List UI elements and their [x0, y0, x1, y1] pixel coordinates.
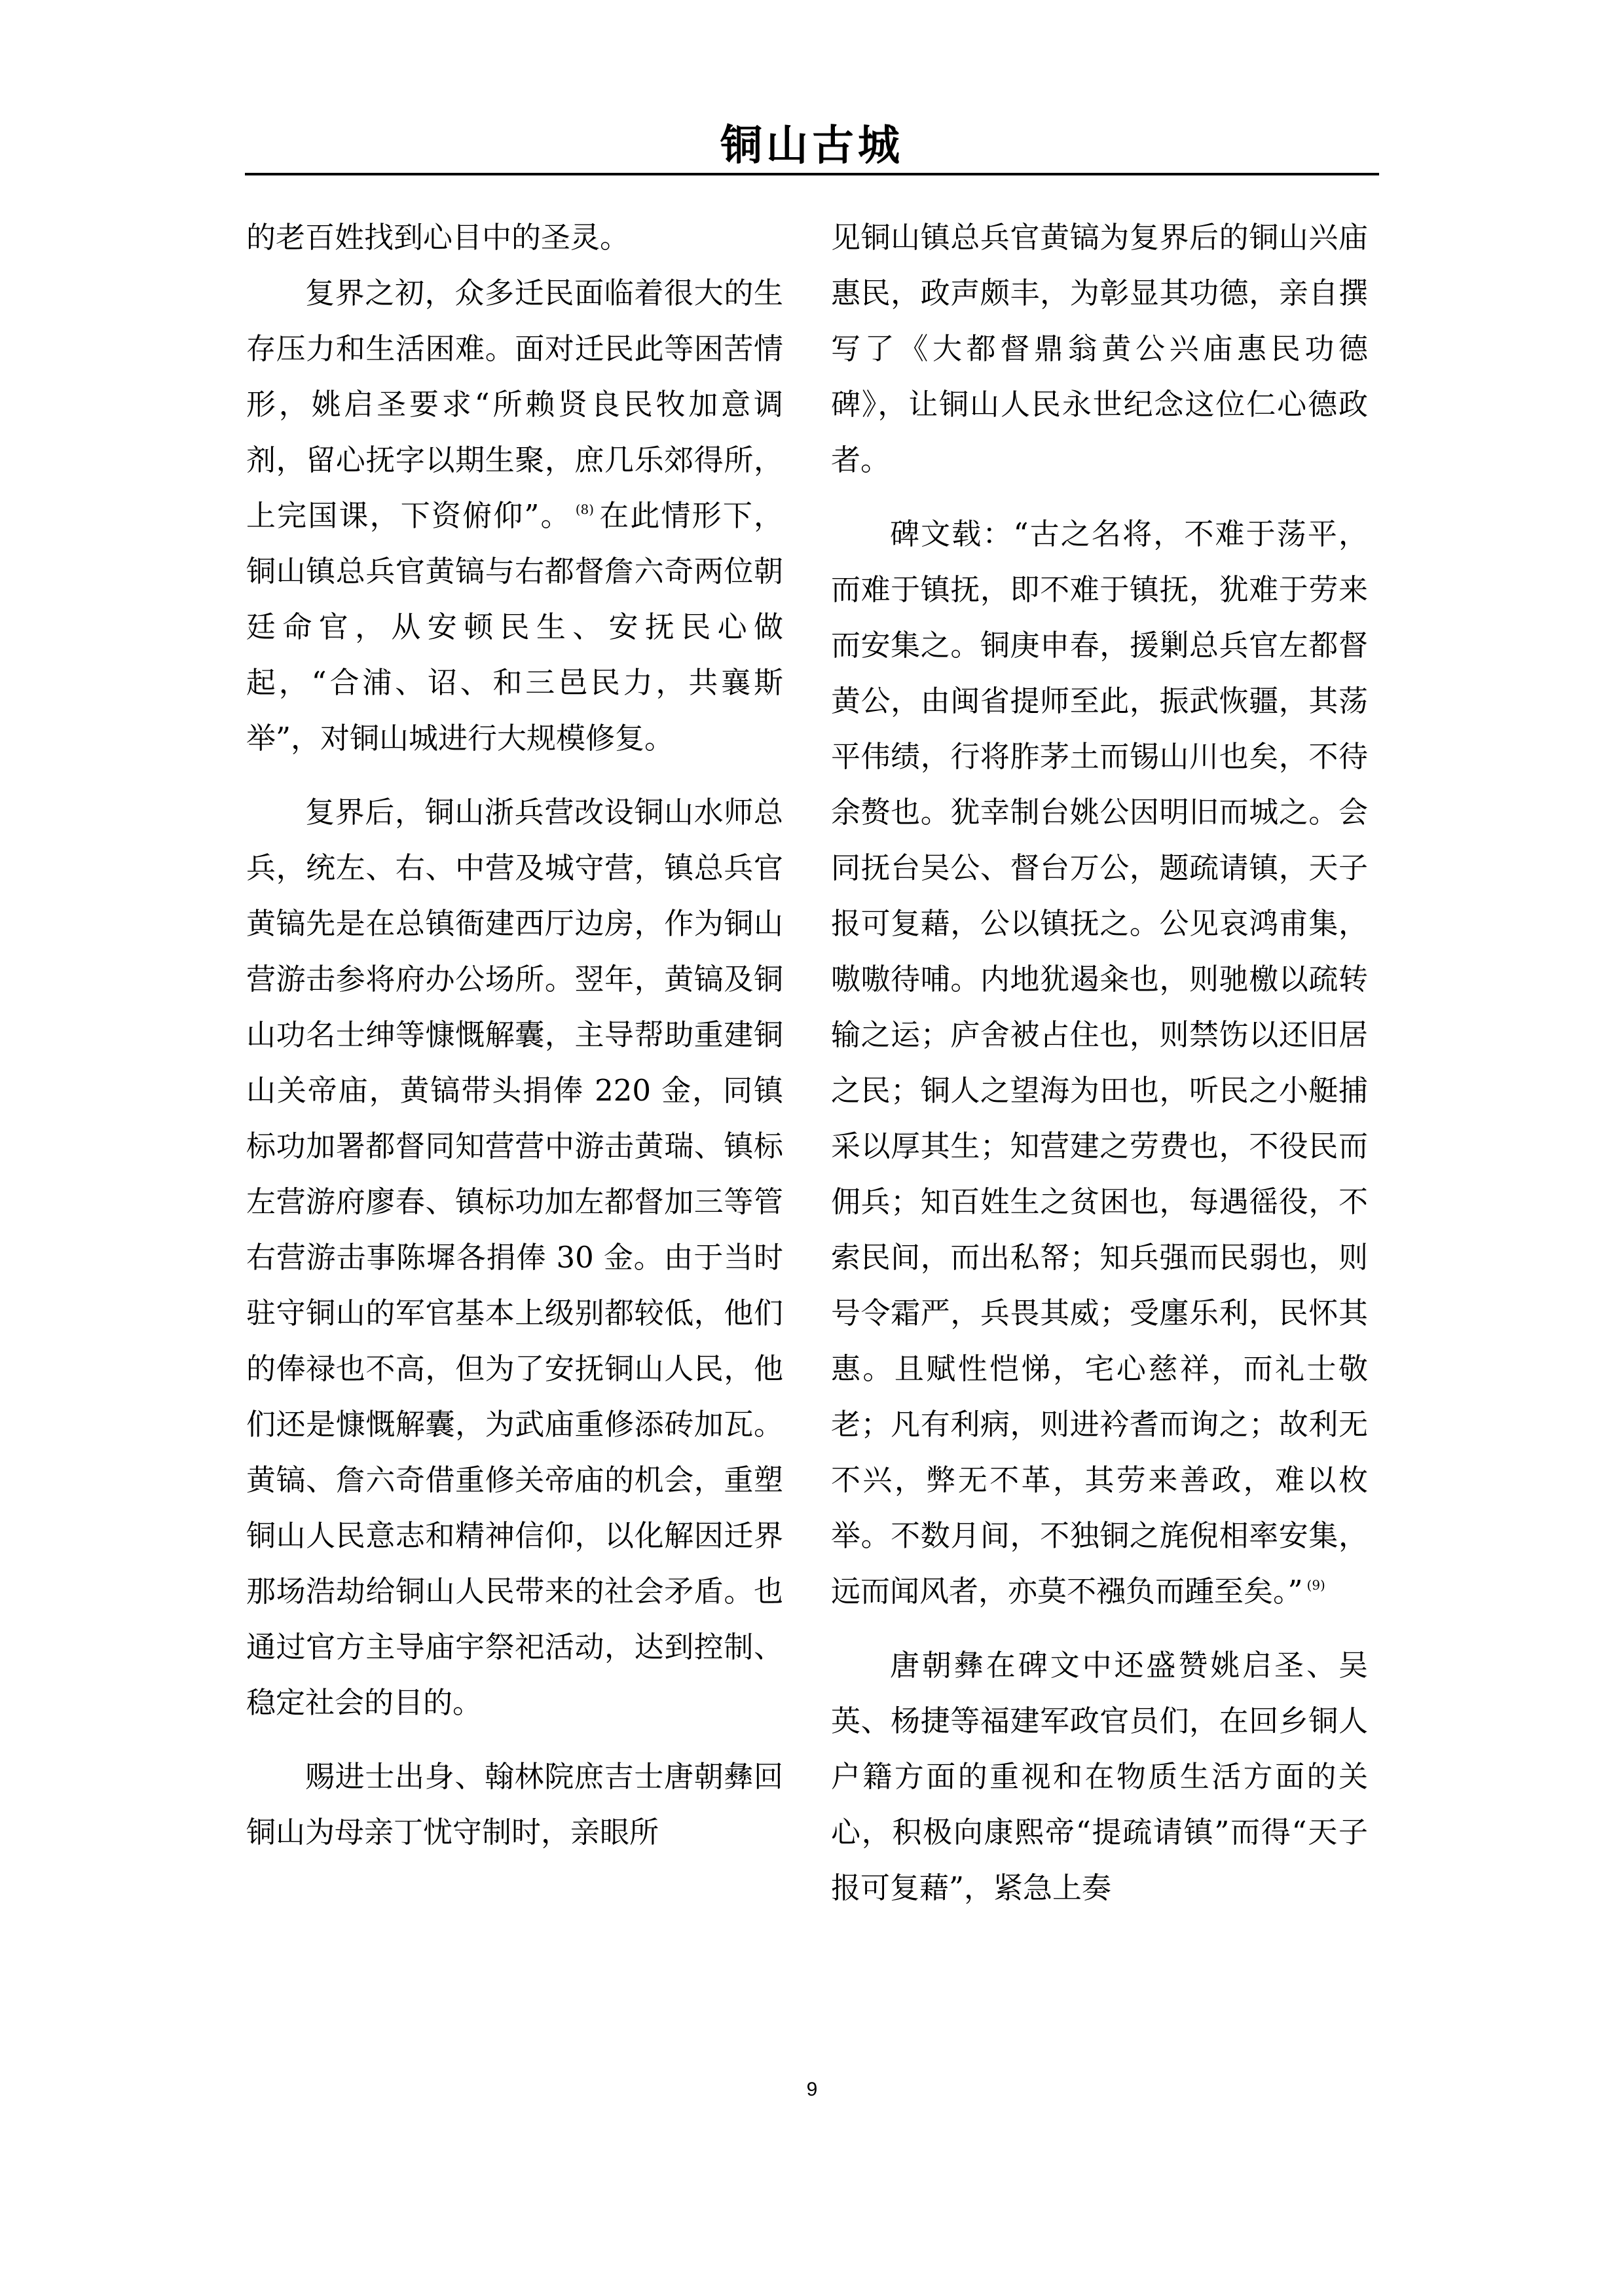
paragraph-stele-text [831, 506, 1368, 1619]
page-number: 9 [806, 2079, 818, 2100]
header-rule [245, 173, 1379, 175]
paragraph-tang-chaoyi: 赐进士出身、翰林院庶吉士唐朝彝回铜山为母亲丁忧守制时，亲眼所 [246, 1759, 783, 1850]
footnote-ref: (9) [1306, 1577, 1325, 1593]
paragraph-continuation: 见铜山镇总兵官黄镐为复界后的铜山兴庙惠民，政声颇丰，为彰显其功德，亲自撰写了《大都督鼎翁黄公兴庙惠民功德碑》，让铜山人民永世纪念这位仁心德政者。 [831, 220, 1368, 477]
right-column [831, 210, 1368, 1916]
running-header-title: 铜山古城 [720, 121, 904, 170]
paragraph-text: 复界之初，众多迁民面临着很大的生存压力和生活困难。面对迁民此等困苦情形，姚启圣要求“所赖贤良民牧加意调剂，留心抚字以期生聚，庶几乐郊得所，上完国课，下资俯仰”。 [246, 276, 783, 533]
paragraph-text: 在此情形下，铜山镇总兵官黄镐与右都督詹六奇两位朝廷命官，从安顿民生、安抚民心做起，“合浦、诏、和三邑民力，共襄斯举”，对铜山城进行大规模修复。 [246, 498, 783, 756]
paragraph-continuation: 的老百姓找到心目中的圣灵。 [246, 220, 630, 255]
paragraph-stele-praise: 唐朝彝在碑文中还盛赞姚启圣、吴英、杨捷等福建军政官员们，在回乡铜人户籍方面的重视和在物质生活方面的关心，积极向康熙帝“提疏请镇”而得“天子报可复藉”，紧急上奏 [831, 1648, 1368, 1905]
paragraph-text: 碑文载：“古之名将，不难于荡平，而难于镇抚，即不难于镇抚，犹难于劳来而安集之。铜庚申春，援剿总兵官左都督黄公，由闽省提师至此，振武恢疆，其荡平伟绩，行将胙茅土而锡山川也矣，不待余赘也。犹幸制台姚公因明旧而城之。会同抚台吴公、督台万公，题疏请镇，天子报可复藉，公以镇抚之。公见哀鸿甫集，嗷嗷待哺。内地犹遏籴也，则驰檄以疏转输之运；庐舍被占住也，则禁饬以还旧居之民；铜人之望海为田也，听民之小艇捕采以厚其生；知营建之劳费也，不役民而佣兵；知百姓生之贫困也，每遇徭役，不索民间，而出私帑；知兵强而民弱也，则号令霜严，兵畏其威；受廛乐利，民怀其惠。且赋性恺悌，宅心慈祥，而礼士敬老；凡有利病，则进衿耆而询之；故利无不兴，弊无不革，其劳来善政，难以枚举。不数月间，不独铜之旄倪相率安集，远而闻风者，亦莫不襁负而踵至矣。” [831, 517, 1368, 1609]
paragraph-fujie-chu [246, 265, 783, 766]
footnote-ref: (8) [575, 501, 595, 517]
left-column [246, 210, 783, 1860]
paragraph-fujie-hou: 复界后，铜山浙兵营改设铜山水师总兵，统左、右、中营及城守营，镇总兵官黄镐先是在总镇衙建西厅边房，作为铜山营游击参将府办公场所。翌年，黄镐及铜山功名士绅等慷慨解囊，主导帮助重建铜山关帝庙，黄镐带头捐俸 220 金，同镇标功加署都督同知营营中游击黄瑞、镇标左营游府廖春、镇标功加左都督加三等管右营游击事陈墀各捐俸 30 金。由于当时驻守铜山的军官基本上级别都较低，他们的俸禄也不高，但为了安抚铜山人民，他们还是慷慨解囊，为武庙重修添砖加瓦。黄镐、詹六奇借重修关帝庙的机会，重塑铜山人民意志和精神信仰，以化解因迁界那场浩劫给铜山人民带来的社会矛盾。也通过官方主导庙宇祭祀活动，达到控制、稳定社会的目的。 [246, 795, 783, 1720]
